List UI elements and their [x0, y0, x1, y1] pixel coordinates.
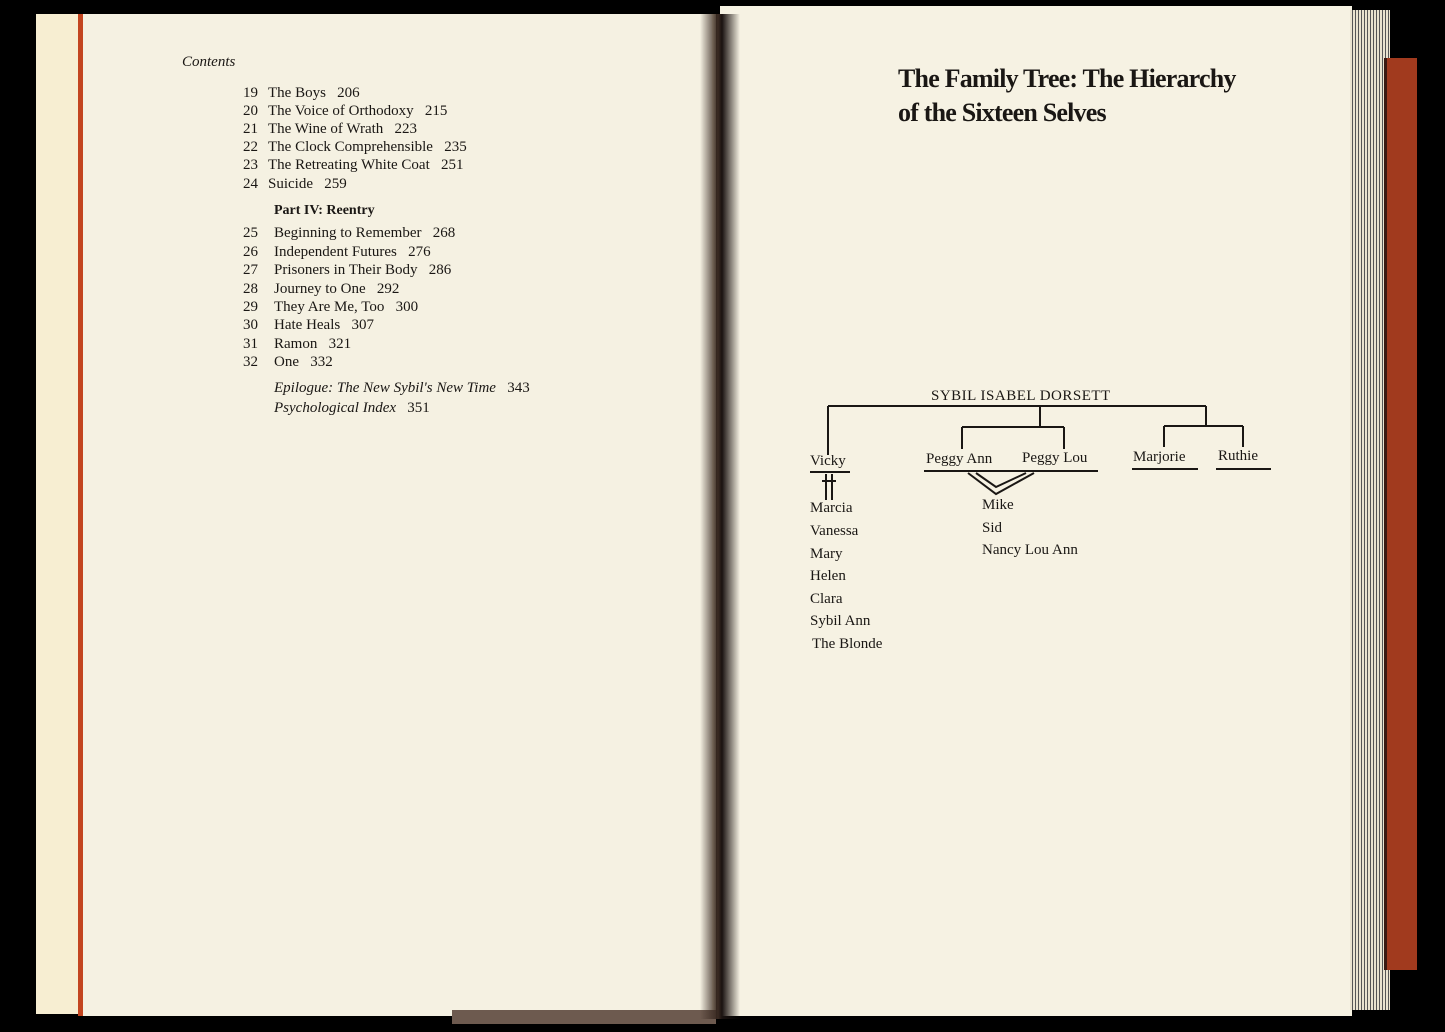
tree-child: Marcia	[810, 500, 853, 516]
chapter-title: Prisoners in Their Body 286	[274, 262, 452, 278]
chapter-number: 28	[243, 281, 258, 297]
chapter-number: 20	[243, 103, 258, 119]
part-heading: Part IV: Reentry	[274, 203, 375, 218]
tree-child: Nancy Lou Ann	[982, 542, 1078, 558]
chapter-number: 21	[243, 121, 258, 137]
chapter-title: Journey to One 292	[274, 281, 400, 297]
tree-child: Vanessa	[810, 523, 859, 539]
toc-index: Psychological Index 351	[274, 400, 430, 416]
chapter-number: 25	[243, 225, 258, 241]
tree-child: Helen	[810, 568, 846, 584]
tree-child: Mike	[982, 497, 1014, 513]
chapter-number: 30	[243, 317, 258, 333]
tree-child: Clara	[810, 591, 843, 607]
tree-node-peggy-lou: Peggy Lou	[1022, 450, 1088, 466]
chapter-title: The Clock Comprehensible 235	[268, 139, 467, 155]
title-line-1: The Family Tree: The Hierarchy	[898, 64, 1236, 93]
chapter-title: Hate Heals 307	[274, 317, 374, 333]
contents-header: Contents	[182, 54, 236, 70]
chapter-number: 32	[243, 354, 258, 370]
tree-child: The Blonde	[812, 636, 883, 652]
chapter-title: Beginning to Remember 268	[274, 225, 456, 241]
chapter-title: They Are Me, Too 300	[274, 299, 419, 315]
toc-epilogue: Epilogue: The New Sybil's New Time 343	[274, 380, 530, 396]
chapter-title: The Boys 206	[268, 85, 360, 101]
chapter-title: Independent Futures 276	[274, 244, 431, 260]
chapter-number: 24	[243, 176, 258, 192]
tree-child: Sybil Ann	[810, 613, 871, 629]
chapter-title: The Voice of Orthodoxy 215	[268, 103, 448, 119]
chapter-number: 26	[243, 244, 258, 260]
chapter-number: 22	[243, 139, 258, 155]
chapter-title: The Wine of Wrath 223	[268, 121, 418, 137]
tree-node-marjorie: Marjorie	[1133, 449, 1186, 465]
tree-node-ruthie: Ruthie	[1218, 448, 1258, 464]
chapter-title: Ramon 321	[274, 336, 352, 352]
title-line-2: of the Sixteen Selves	[898, 98, 1106, 127]
chapter-number: 31	[243, 336, 258, 352]
tree-node-peggy-ann: Peggy Ann	[926, 451, 993, 467]
chapter-title: One 332	[274, 354, 333, 370]
chapter-title: Suicide 259	[268, 176, 347, 192]
chapter-number: 29	[243, 299, 258, 315]
tree-node-vicky: Vicky	[810, 453, 846, 469]
tree-root: SYBIL ISABEL DORSETT	[931, 388, 1111, 404]
tree-child: Sid	[982, 520, 1003, 536]
chapter-number: 19	[243, 85, 258, 101]
chapter-number: 27	[243, 262, 258, 278]
chapter-number: 23	[243, 157, 258, 173]
chapter-title: The Retreating White Coat 251	[268, 157, 464, 173]
tree-child: Mary	[810, 546, 843, 562]
